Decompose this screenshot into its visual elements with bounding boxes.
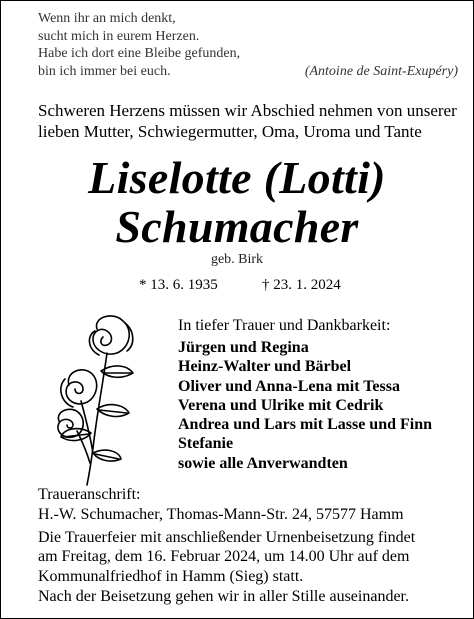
mourner-entry: Heinz-Walter und Bärbel: [178, 358, 352, 376]
poem-credit: (Antoine de Saint-Exupéry): [304, 63, 458, 79]
maiden-name: geb. Birk: [210, 252, 264, 267]
birth-date: * 13. 6. 1935: [139, 277, 218, 293]
poem-line: Habe ich dort eine Bleibe gefunden,: [38, 46, 241, 62]
mourner-entry: Stefanie: [178, 435, 234, 453]
closing-note: Nach der Beisetzung gehen wir in aller Stille auseinander.: [38, 588, 409, 605]
roses-drawing-icon: [41, 313, 166, 488]
death-date: † 23. 1. 2024: [262, 277, 341, 293]
mourner-entry: Verena und Ulrike mit Cedrik: [178, 396, 384, 414]
funeral-service-info: [38, 528, 415, 586]
poem-line: bin ich immer bei euch.: [38, 63, 171, 79]
address-label: Traueranschrift:: [38, 486, 141, 503]
poem-line: sucht mich in eurem Herzen.: [38, 28, 200, 44]
deceased-surname: Schumacher: [115, 201, 359, 252]
mourner-entry: Oliver und Anna-Lena mit Tessa: [178, 377, 400, 395]
service-line: Kommunalfriedhof in Hamm (Sieg) statt.: [38, 567, 304, 585]
service-line: Die Trauerfeier mit anschließender Urnenbeisetzung findet: [38, 529, 416, 546]
address-value: H.-W. Schumacher, Thomas-Mann-Str. 24, 57577 Hamm: [38, 505, 404, 523]
mourner-entry: sowie alle Anverwandten: [178, 454, 348, 472]
intro-text: [38, 100, 458, 142]
condolence-address: [38, 485, 404, 524]
mourner-entry: Andrea und Lars mit Lasse und Finn: [178, 416, 432, 434]
memorial-poem: [38, 10, 458, 80]
poem-line: Wenn ihr an mich denkt,: [38, 11, 176, 26]
intro-line: lieben Mutter, Schwiegermutter, Oma, Uroma und Tante: [38, 122, 422, 141]
intro-line: Schweren Herzens müssen wir Abschied nehmen von unserer: [38, 101, 457, 120]
service-line: am Freitag, dem 16. Februar 2024, um 14.00 Uhr auf dem: [38, 548, 410, 566]
mourner-entry: Jürgen und Regina: [178, 339, 309, 356]
deceased-first-name: Liselotte (Lotti): [88, 152, 386, 203]
mourners-list: [178, 338, 432, 473]
mourners-heading: In tiefer Trauer und Dankbarkeit:: [178, 317, 391, 334]
